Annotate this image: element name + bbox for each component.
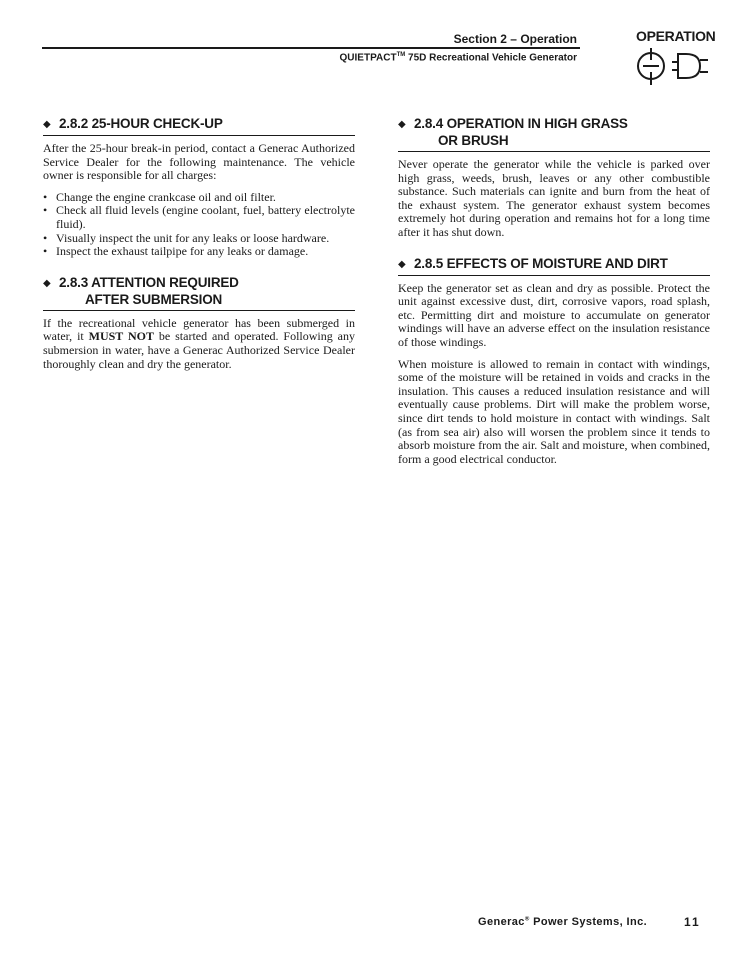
registered-mark: ® — [524, 916, 530, 923]
heading-moisture-dirt: ◆ 2.8.5 EFFECTS OF MOISTURE AND DIRT — [398, 256, 710, 276]
product-title — [340, 52, 577, 63]
must-not-emphasis: MUST NOT — [88, 329, 154, 344]
submersion-text: If the recreational vehicle generator has been submerged in water, it MUST NOT be started and operated. Following any submersion in water, have a Generac Authorized Service Dealer thoroughly clean and dry the generator. — [43, 315, 355, 371]
operation-label: OPERATION — [636, 28, 716, 44]
heading-25-hour-check-up: ◆ 2.8.2 25-HOUR CHECK-UP — [43, 116, 355, 136]
trademark-mark: TM — [396, 52, 406, 58]
list-item: • Visually inspect the unit for any leaks or loose hardware. — [43, 232, 355, 246]
right-column — [398, 116, 710, 474]
heading-attention-required: ◆ 2.8.3 ATTENTION REQUIRED AFTER SUBMERSION — [43, 275, 355, 311]
footer-company: Generac® Power Systems, Inc. — [478, 916, 648, 928]
high-grass-text: Never operate the generator while the vehicle is parked over high grass, weeds, brush, leaves or any other combustible substance. Such materials can ignite and burn from the heat of the exhaust system. The generator exhaust system becomes extremely hot during operation and remains hot for a long time after it has shut down. — [398, 157, 710, 239]
list-item: • Check all fluid levels (engine coolant, fuel, battery electrolyte fluid). — [43, 204, 355, 231]
check-up-intro: After the 25-hour break-in period, contact a Generac Authorized Service Dealer for the following maintenance. The vehicle owner is responsible for all charges: — [43, 141, 355, 183]
left-column — [43, 116, 355, 379]
diamond-bullet-icon: ◆ — [398, 119, 406, 130]
header-rule — [42, 47, 580, 49]
section-title: Section 2 – Operation — [453, 32, 577, 46]
engine-plug-icon — [620, 45, 712, 89]
list-item: • Change the engine crankcase oil and oil filter. — [43, 191, 355, 205]
product-name: QUIETPACT — [339, 52, 397, 64]
diamond-bullet-icon: ◆ — [398, 258, 406, 270]
diamond-bullet-icon: ◆ — [43, 119, 51, 130]
page-number: 11 — [684, 915, 701, 929]
product-description: 75D Recreational Vehicle Generator — [405, 52, 577, 64]
check-up-list — [43, 191, 355, 259]
heading-high-grass: ◆ 2.8.4 OPERATION IN HIGH GRASS OR BRUSH — [398, 116, 710, 152]
moisture-paragraph-1: Keep the generator set as clean and dry as possible. Protect the unit against excessive dust, dirt, corrosive vapors, road splash, etc. Permitting dirt and moisture to accumulate on generator windings will have an adverse effect on the insulation resistance of those windings. — [398, 280, 710, 349]
list-item: • Inspect the exhaust tailpipe for any leaks or damage. — [43, 245, 355, 259]
diamond-bullet-icon: ◆ — [43, 277, 51, 289]
moisture-paragraph-2: When moisture is allowed to remain in contact with windings, some of the moisture will be retained in voids and cracks in the insulation. This causes a reduced insulation resistance and will eventually cause problems. Dirt will make the problem worse, since dirt tends to hold moisture in contact with windings. Salt (as from sea air) also will worsen the problem since it tends to absorb moisture from the air. Salt and moisture, when combined, form a good electrical conductor. — [398, 356, 710, 466]
